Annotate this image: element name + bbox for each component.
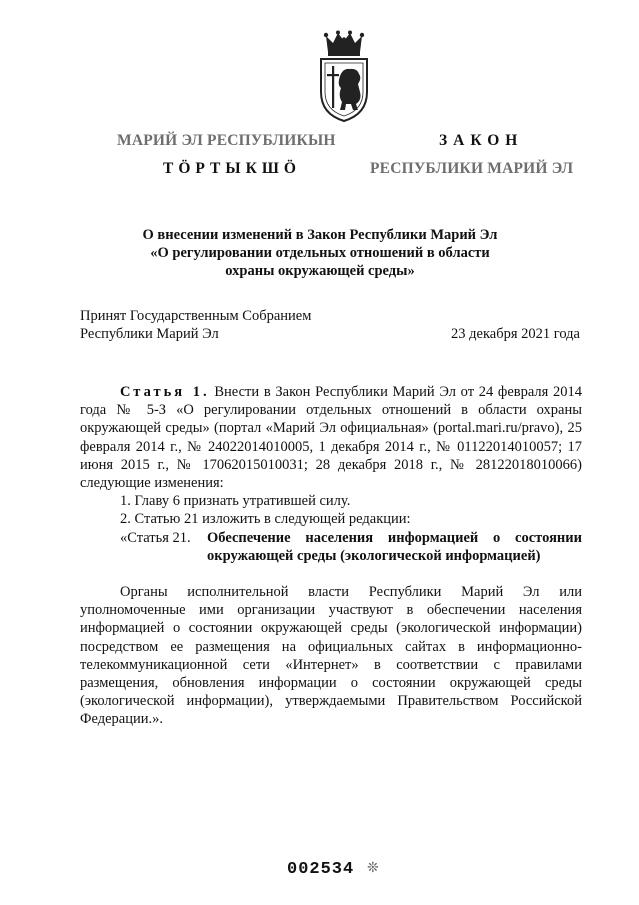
title-line: «О регулировании отдельных отношений в области	[150, 245, 490, 261]
document-title	[60, 226, 580, 280]
footer-mark: ❊	[367, 861, 379, 876]
document-number: 002534	[287, 860, 355, 879]
article-1-text: Внести в Закон Республики Марий Эл от 24 февраля 2014 года № 5-З «О регулировании отдельных отношений в области охраны окружающей среды» (портал «Марий Эл официальная» (portal.mari.ru/pravo), 25 февраля 2014 г., № 24022014010005, 1 декабря 2014 г., № 01122014010057; 17 июня 2015 г., № 17062015010031; 28 декабря 2018 г., № 28122018010066) следующие изменения:	[80, 384, 583, 492]
adoption-date: 23 декабря 2021 года	[451, 326, 580, 342]
header-mari-republic: МАРИЙ ЭЛ РЕСПУБЛИКЫН	[117, 132, 336, 149]
article-21-label: «Статья 21.	[120, 529, 191, 546]
list-item: 2. Статью 21 изложить в следующей редакции:	[120, 511, 411, 528]
article-1-paragraph	[80, 383, 582, 492]
list-item: 1. Главу 6 признать утратившей силу.	[120, 493, 351, 510]
article-21-heading	[80, 529, 582, 565]
adoption-line: Республики Марий Эл	[80, 326, 219, 342]
article-21-title: Обеспечение населения информацией о состоянии окружающей среды (экологической информацией)	[207, 529, 582, 564]
document-body	[80, 383, 582, 729]
article-1-label: Статья 1.	[120, 384, 210, 400]
adoption-line: Принят Государственным Собранием	[80, 308, 312, 324]
title-line: О внесении изменений в Закон Республики Марий Эл	[142, 227, 498, 243]
header-tortykshyo: ТӦРТЫКШӦ	[163, 160, 301, 177]
adoption-block	[80, 307, 580, 343]
article-21-paragraph: Органы исполнительной власти Республики Марий Эл или уполномоченные ими организации участвуют в обеспечении населения информацией о состоянии окружающей среды (экологической информации) посредством ее размещения на официальных сайтах в информационно-телекоммуникационной сети «Интернет» в соответствии с правилами размещения, обновления информации о состоянии окружающей среды (экологической информации), утверждаемыми Правительством Российской Федерации.».	[80, 584, 582, 728]
header-republic-mari-el: РЕСПУБЛИКИ МАРИЙ ЭЛ	[370, 160, 574, 177]
header-zakon: ЗАКОН	[439, 132, 524, 149]
title-line: охраны окружающей среды»	[225, 263, 415, 279]
coat-of-arms-icon	[316, 30, 372, 122]
